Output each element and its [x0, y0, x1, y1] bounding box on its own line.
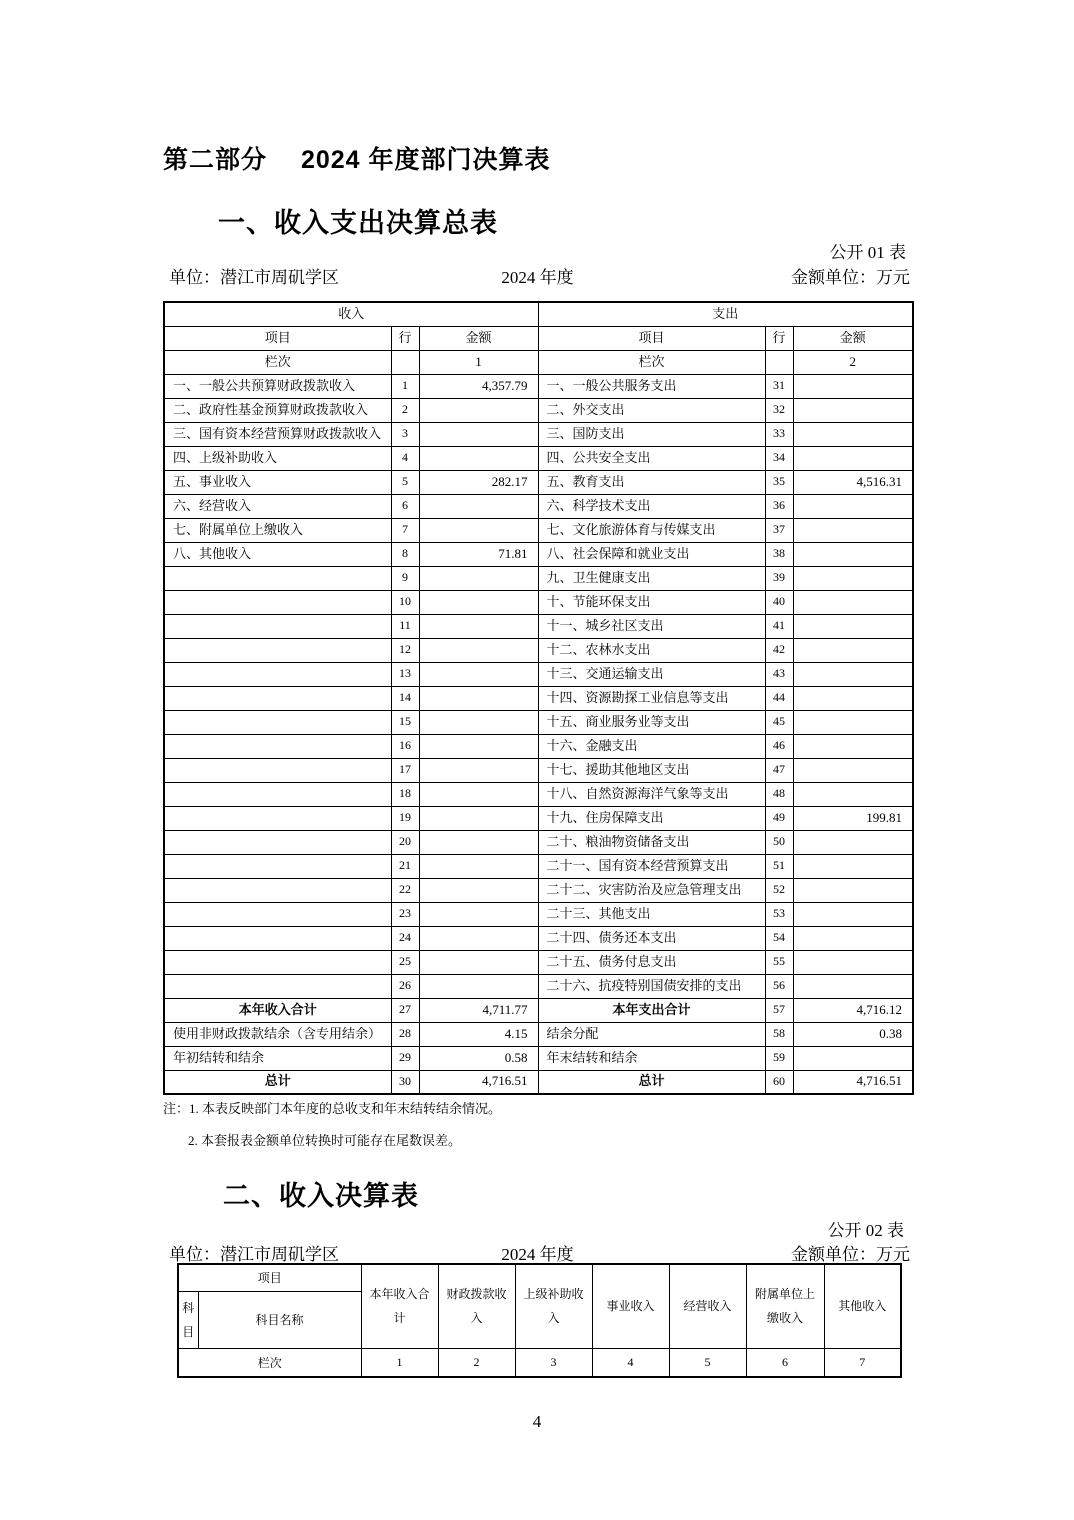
income-line-cell: 26	[391, 974, 419, 998]
table1-note-2: 2. 本套报表金额单位转换时可能存在尾数误差。	[188, 1133, 462, 1148]
income-line-cell: 24	[391, 926, 419, 950]
income-amount-cell	[419, 878, 538, 902]
income-line-cell: 30	[391, 1070, 419, 1094]
income-amount-cell	[419, 974, 538, 998]
expenditure-line-cell: 51	[765, 854, 793, 878]
income-line-cell: 2	[391, 398, 419, 422]
table-row	[164, 686, 913, 710]
expenditure-line-cell: 54	[765, 926, 793, 950]
income-item-cell	[164, 590, 391, 614]
table2-meta	[163, 1240, 912, 1262]
expenditure-line-cell: 55	[765, 950, 793, 974]
table-row	[164, 494, 913, 518]
income-item-cell: 八、其他收入	[164, 542, 391, 566]
expenditure-line-cell: 31	[765, 374, 793, 398]
expenditure-amount-cell	[793, 566, 913, 590]
expenditure-line-cell: 36	[765, 494, 793, 518]
expenditure-item-cell: 二十一、国有资本经营预算支出	[538, 854, 765, 878]
expenditure-line-cell: 57	[765, 998, 793, 1022]
expenditure-amount-cell	[793, 446, 913, 470]
expenditure-item-cell: 九、卫生健康支出	[538, 566, 765, 590]
table1-code: 公开 01 表	[829, 243, 906, 262]
expenditure-amount-cell	[793, 374, 913, 398]
table-row	[164, 950, 913, 974]
expenditure-line-cell: 37	[765, 518, 793, 542]
expenditure-line-cell: 43	[765, 662, 793, 686]
income-amount-cell	[419, 638, 538, 662]
expenditure-amount-header: 金额	[793, 326, 913, 350]
income-line-cell: 7	[391, 518, 419, 542]
income-amount-cell	[419, 950, 538, 974]
income-line-cell: 9	[391, 566, 419, 590]
col-fiscal-appropriation-income: 财政拨款收入	[438, 1264, 515, 1348]
expenditure-item-cell: 总计	[538, 1070, 765, 1094]
income-amount-cell	[419, 566, 538, 590]
income-amount-cell: 4,716.51	[419, 1070, 538, 1094]
table-row	[164, 878, 913, 902]
income-line-cell: 29	[391, 1046, 419, 1070]
income-item-cell	[164, 950, 391, 974]
expenditure-amount-cell	[793, 614, 913, 638]
expenditure-amount-cell: 4,716.51	[793, 1070, 913, 1094]
expenditure-item-cell: 二、外交支出	[538, 398, 765, 422]
income-item-cell	[164, 566, 391, 590]
expenditure-amount-cell	[793, 758, 913, 782]
table-row	[164, 830, 913, 854]
income-amount-cell	[419, 734, 538, 758]
income-item-cell	[164, 902, 391, 926]
table1-amount-unit-label: 金额单位：万元	[791, 268, 910, 287]
table-row	[164, 998, 913, 1022]
expenditure-amount-cell	[793, 422, 913, 446]
income-item-cell	[164, 830, 391, 854]
expenditure-amount-cell	[793, 662, 913, 686]
income-amount-cell	[419, 710, 538, 734]
blank-cell	[765, 350, 793, 374]
expenditure-item-cell: 十五、商业服务业等支出	[538, 710, 765, 734]
table-row	[164, 590, 913, 614]
expenditure-item-cell: 二十、粮油物资储备支出	[538, 830, 765, 854]
income-item-cell: 二、政府性基金预算财政拨款收入	[164, 398, 391, 422]
table-row	[164, 710, 913, 734]
income-line-cell: 1	[391, 374, 419, 398]
income-item-cell	[164, 806, 391, 830]
income-amount-cell	[419, 398, 538, 422]
income-item-cell	[164, 758, 391, 782]
expenditure-amount-cell: 199.81	[793, 806, 913, 830]
expenditure-item-cell: 本年支出合计	[538, 998, 765, 1022]
t1-body	[164, 374, 913, 1094]
income-item-cell	[164, 614, 391, 638]
income-amount-cell	[419, 590, 538, 614]
income-amount-header: 金额	[419, 326, 538, 350]
col-operational-income: 事业收入	[592, 1264, 669, 1348]
expenditure-line-cell: 45	[765, 710, 793, 734]
expenditure-amount-cell	[793, 518, 913, 542]
income-line-cell: 20	[391, 830, 419, 854]
table-row	[164, 1022, 913, 1046]
income-amount-cell	[419, 686, 538, 710]
income-amount-cell	[419, 830, 538, 854]
expenditure-item-cell: 十二、农林水支出	[538, 638, 765, 662]
expenditure-amount-cell: 4,516.31	[793, 470, 913, 494]
col-index-label: 栏次	[178, 1348, 361, 1377]
income-amount-cell	[419, 614, 538, 638]
income-detail-table	[177, 1263, 902, 1378]
expenditure-amount-cell	[793, 542, 913, 566]
expenditure-line-cell: 60	[765, 1070, 793, 1094]
expenditure-amount-cell	[793, 974, 913, 998]
table-row	[164, 638, 913, 662]
income-amount-cell: 4,357.79	[419, 374, 538, 398]
income-line-cell: 17	[391, 758, 419, 782]
income-line-cell: 19	[391, 806, 419, 830]
income-amount-cell: 71.81	[419, 542, 538, 566]
table1-note-1: 注：1. 本表反映部门本年度的总收支和年末结转结余情况。	[163, 1101, 502, 1116]
subject-vertical-label: 科目	[178, 1291, 198, 1348]
table-row	[164, 398, 913, 422]
income-amount-cell	[419, 902, 538, 926]
income-amount-cell	[419, 518, 538, 542]
income-item-cell	[164, 926, 391, 950]
item-header: 项目	[178, 1264, 361, 1291]
income-item-cell	[164, 686, 391, 710]
expenditure-item-cell: 十七、援助其他地区支出	[538, 758, 765, 782]
expenditure-amount-cell	[793, 398, 913, 422]
income-line-cell: 23	[391, 902, 419, 926]
expenditure-amount-cell: 0.38	[793, 1022, 913, 1046]
income-expenditure-summary-table	[163, 301, 914, 1095]
expenditure-amount-cell	[793, 686, 913, 710]
expenditure-item-cell: 十、节能环保支出	[538, 590, 765, 614]
income-line-cell: 3	[391, 422, 419, 446]
table-row	[164, 518, 913, 542]
expenditure-line-cell: 52	[765, 878, 793, 902]
income-amount-cell	[419, 422, 538, 446]
expenditure-line-cell: 53	[765, 902, 793, 926]
table1-year-label: 2024 年度	[501, 268, 574, 287]
expenditure-col-index-label: 栏次	[538, 350, 765, 374]
expenditure-item-cell: 四、公共安全支出	[538, 446, 765, 470]
table-row	[164, 542, 913, 566]
income-line-cell: 5	[391, 470, 419, 494]
table-row	[164, 662, 913, 686]
expenditure-amount-cell	[793, 710, 913, 734]
income-line-cell: 13	[391, 662, 419, 686]
expenditure-amount-cell	[793, 638, 913, 662]
expenditure-amount-cell	[793, 590, 913, 614]
expenditure-item-cell: 十九、住房保障支出	[538, 806, 765, 830]
income-amount-cell	[419, 494, 538, 518]
expenditure-line-cell: 34	[765, 446, 793, 470]
expenditure-line-cell: 48	[765, 782, 793, 806]
table1-unit-label: 单位：潜江市周矶学区	[169, 268, 339, 287]
table2-amount-unit-label: 金额单位：万元	[791, 1245, 910, 1264]
expenditure-amount-cell	[793, 950, 913, 974]
expenditure-line-cell: 50	[765, 830, 793, 854]
table-row	[164, 854, 913, 878]
expenditure-item-cell: 十六、金融支出	[538, 734, 765, 758]
income-item-cell	[164, 878, 391, 902]
income-amount-cell	[419, 446, 538, 470]
income-line-cell: 6	[391, 494, 419, 518]
expenditure-line-cell: 46	[765, 734, 793, 758]
income-line-cell: 25	[391, 950, 419, 974]
expenditure-amount-cell	[793, 854, 913, 878]
expenditure-amount-cell	[793, 830, 913, 854]
expenditure-item-cell: 十三、交通运输支出	[538, 662, 765, 686]
table-row	[164, 446, 913, 470]
income-item-cell	[164, 662, 391, 686]
expenditure-item-cell: 六、科学技术支出	[538, 494, 765, 518]
expenditure-line-cell: 44	[765, 686, 793, 710]
expenditure-item-cell: 三、国防支出	[538, 422, 765, 446]
income-line-cell: 18	[391, 782, 419, 806]
col-other-income: 其他收入	[824, 1264, 901, 1348]
expenditure-line-cell: 35	[765, 470, 793, 494]
table-row-column-header	[164, 326, 913, 350]
income-line-cell: 12	[391, 638, 419, 662]
income-amount-cell	[419, 758, 538, 782]
expenditure-line-cell: 38	[765, 542, 793, 566]
expenditure-item-cell: 十一、城乡社区支出	[538, 614, 765, 638]
income-item-cell	[164, 638, 391, 662]
expenditure-item-cell: 结余分配	[538, 1022, 765, 1046]
table-row	[164, 758, 913, 782]
table-row	[164, 806, 913, 830]
expenditure-line-cell: 39	[765, 566, 793, 590]
expenditure-line-cell: 40	[765, 590, 793, 614]
income-line-cell: 4	[391, 446, 419, 470]
income-line-cell: 15	[391, 710, 419, 734]
table-row	[164, 422, 913, 446]
table2-year-label: 2024 年度	[501, 1245, 574, 1264]
col-total-income: 本年收入合计	[361, 1264, 438, 1348]
income-amount-cell	[419, 806, 538, 830]
income-line-cell: 27	[391, 998, 419, 1022]
expenditure-item-cell: 二十五、债务付息支出	[538, 950, 765, 974]
income-line-cell: 28	[391, 1022, 419, 1046]
expenditure-item-cell: 十四、资源勘探工业信息等支出	[538, 686, 765, 710]
income-amount-cell	[419, 782, 538, 806]
section2-title: 二、收入决算表	[223, 1181, 419, 1211]
table-row-item-header	[178, 1264, 901, 1291]
col-number: 5	[669, 1348, 746, 1377]
expenditure-group-header: 支出	[538, 302, 913, 326]
table-row	[164, 374, 913, 398]
income-col-number: 1	[419, 350, 538, 374]
col-number: 4	[592, 1348, 669, 1377]
income-item-cell	[164, 710, 391, 734]
expenditure-item-cell: 一、一般公共服务支出	[538, 374, 765, 398]
expenditure-amount-cell	[793, 902, 913, 926]
expenditure-amount-cell	[793, 782, 913, 806]
expenditure-line-cell: 32	[765, 398, 793, 422]
income-item-cell: 总计	[164, 1070, 391, 1094]
table-row	[164, 566, 913, 590]
income-amount-cell: 0.58	[419, 1046, 538, 1070]
col-number: 3	[515, 1348, 592, 1377]
table-row	[164, 1046, 913, 1070]
col-number: 1	[361, 1348, 438, 1377]
expenditure-item-cell: 八、社会保障和就业支出	[538, 542, 765, 566]
income-amount-cell	[419, 926, 538, 950]
table-row	[164, 734, 913, 758]
expenditure-amount-cell: 4,716.12	[793, 998, 913, 1022]
expenditure-line-cell: 47	[765, 758, 793, 782]
expenditure-amount-cell	[793, 878, 913, 902]
table-row	[164, 902, 913, 926]
table-row	[164, 782, 913, 806]
expenditure-item-cell: 七、文化旅游体育与传媒支出	[538, 518, 765, 542]
expenditure-item-cell: 年末结转和结余	[538, 1046, 765, 1070]
expenditure-amount-cell	[793, 494, 913, 518]
income-item-cell: 本年收入合计	[164, 998, 391, 1022]
income-amount-cell	[419, 854, 538, 878]
expenditure-amount-cell	[793, 734, 913, 758]
table-row	[164, 614, 913, 638]
income-item-cell: 三、国有资本经营预算财政拨款收入	[164, 422, 391, 446]
income-line-cell: 16	[391, 734, 419, 758]
expenditure-col-number: 2	[793, 350, 913, 374]
expenditure-item-cell: 二十六、抗疫特别国债安排的支出	[538, 974, 765, 998]
income-line-cell: 21	[391, 854, 419, 878]
section1-title: 一、收入支出决算总表	[218, 208, 498, 238]
expenditure-item-header: 项目	[538, 326, 765, 350]
expenditure-item-cell: 十八、自然资源海洋气象等支出	[538, 782, 765, 806]
income-item-header: 项目	[164, 326, 391, 350]
expenditure-line-header: 行	[765, 326, 793, 350]
expenditure-item-cell: 二十二、灾害防治及应急管理支出	[538, 878, 765, 902]
income-col-index-label: 栏次	[164, 350, 391, 374]
income-amount-cell: 4.15	[419, 1022, 538, 1046]
income-item-cell	[164, 734, 391, 758]
col-number: 6	[746, 1348, 824, 1377]
expenditure-line-cell: 42	[765, 638, 793, 662]
table-row	[164, 926, 913, 950]
income-line-cell: 11	[391, 614, 419, 638]
col-affiliated-unit-income: 附属单位上缴收入	[746, 1264, 824, 1348]
expenditure-line-cell: 33	[765, 422, 793, 446]
income-item-cell: 四、上级补助收入	[164, 446, 391, 470]
expenditure-item-cell: 二十三、其他支出	[538, 902, 765, 926]
col-business-income: 经营收入	[669, 1264, 746, 1348]
table-row-col-index	[178, 1348, 901, 1377]
expenditure-line-cell: 59	[765, 1046, 793, 1070]
expenditure-line-cell: 49	[765, 806, 793, 830]
table-row	[164, 1070, 913, 1094]
income-item-cell: 七、附属单位上缴收入	[164, 518, 391, 542]
expenditure-line-cell: 58	[765, 1022, 793, 1046]
income-item-cell: 使用非财政拨款结余（含专用结余）	[164, 1022, 391, 1046]
income-item-cell	[164, 854, 391, 878]
income-amount-cell: 282.17	[419, 470, 538, 494]
table1-meta	[163, 263, 912, 285]
income-group-header: 收入	[164, 302, 538, 326]
table-row-col-index	[164, 350, 913, 374]
income-line-header: 行	[391, 326, 419, 350]
col-number: 2	[438, 1348, 515, 1377]
table-row	[164, 470, 913, 494]
income-line-cell: 22	[391, 878, 419, 902]
income-line-cell: 14	[391, 686, 419, 710]
income-line-cell: 10	[391, 590, 419, 614]
table2-code: 公开 02 表	[827, 1221, 904, 1240]
income-item-cell: 年初结转和结余	[164, 1046, 391, 1070]
table-row	[164, 974, 913, 998]
income-item-cell	[164, 974, 391, 998]
col-superior-subsidy-income: 上级补助收入	[515, 1264, 592, 1348]
table2-unit-label: 单位：潜江市周矶学区	[169, 1245, 339, 1264]
expenditure-item-cell: 二十四、债务还本支出	[538, 926, 765, 950]
income-item-cell: 六、经营收入	[164, 494, 391, 518]
expenditure-amount-cell	[793, 926, 913, 950]
income-amount-cell: 4,711.77	[419, 998, 538, 1022]
income-item-cell: 五、事业收入	[164, 470, 391, 494]
table-row-group-header	[164, 302, 913, 326]
income-amount-cell	[419, 662, 538, 686]
part-title: 第二部分 2024 年度部门决算表	[163, 146, 551, 174]
income-item-cell: 一、一般公共预算财政拨款收入	[164, 374, 391, 398]
subject-name-header: 科目名称	[198, 1291, 361, 1348]
expenditure-line-cell: 56	[765, 974, 793, 998]
income-item-cell	[164, 782, 391, 806]
expenditure-line-cell: 41	[765, 614, 793, 638]
page-number: 4	[532, 1412, 542, 1431]
income-line-cell: 8	[391, 542, 419, 566]
expenditure-item-cell: 五、教育支出	[538, 470, 765, 494]
expenditure-amount-cell	[793, 1046, 913, 1070]
col-number: 7	[824, 1348, 901, 1377]
blank-cell	[391, 350, 419, 374]
